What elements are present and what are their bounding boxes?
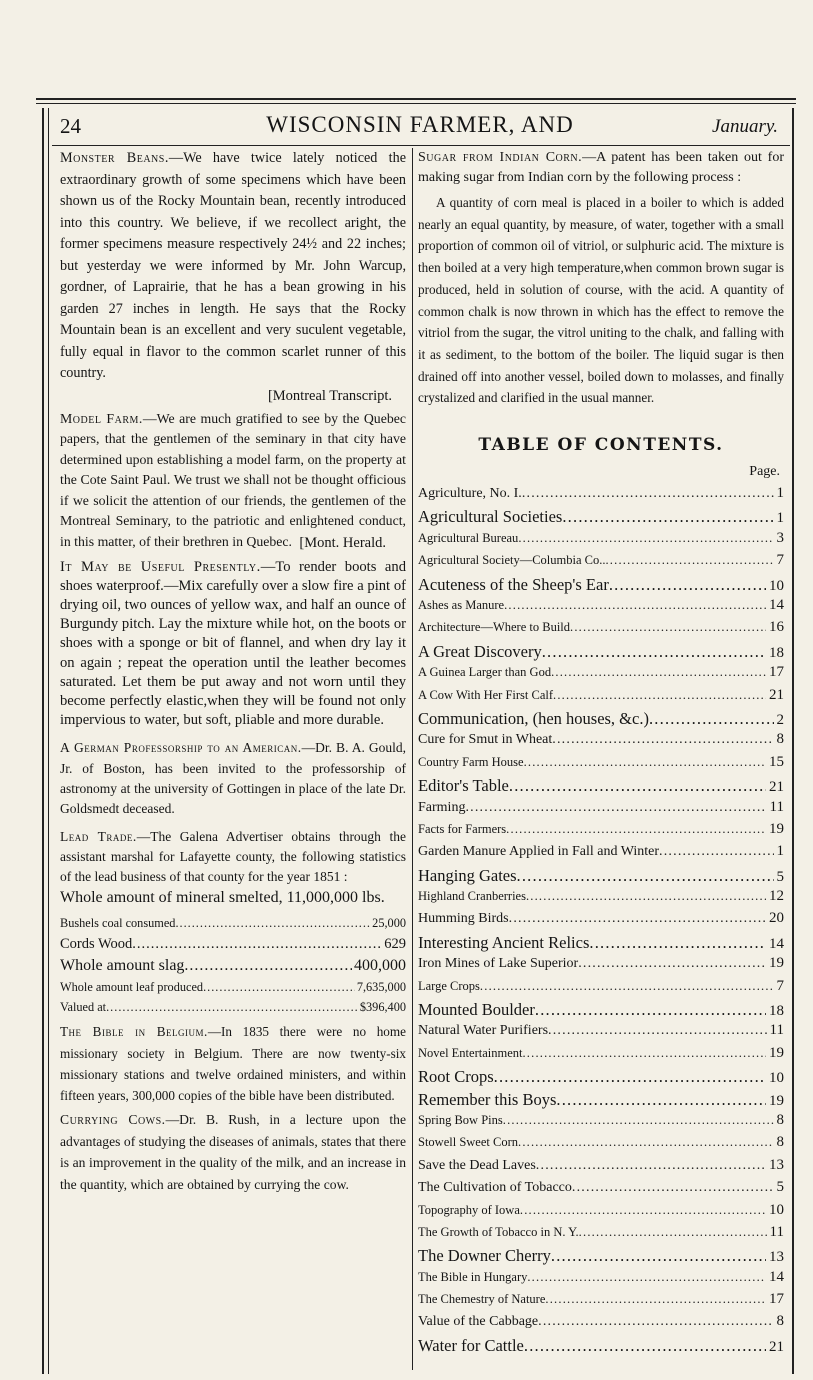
column-divider (412, 148, 413, 1370)
toc-leader-dots (522, 486, 774, 502)
toc-entry (418, 799, 784, 821)
toc-leader-dots (548, 1023, 767, 1039)
article-bible-belgium (60, 1021, 406, 1106)
toc-leader-dots (609, 575, 766, 595)
issue-month: January. (712, 116, 778, 137)
toc-leader-dots (522, 1046, 766, 1061)
article-body: —Dr. B. A. Gould, Jr. of Boston, has been invited to the professorship of astronomy at the university of Gottingen in place of the late Dr. Goldsmedt deceased. (60, 740, 406, 816)
article-body: —Dr. B. Rush, in a lecture upon the advantages of studying the diseases of animals, states that there is an improvement in the quality of the milk, and an increase in the quantity, which are obtained by currying the cow. (60, 1112, 406, 1193)
toc-entry-label: Save the Dead Laves (418, 1157, 536, 1173)
toc-entry-page: 19 (769, 1092, 784, 1109)
toc-entry-label: A Guinea Larger than God (418, 665, 552, 680)
toc-entry (418, 1313, 784, 1335)
toc-entry-page: 10 (769, 1201, 784, 1218)
article-sugar-intro (418, 148, 784, 188)
article-title: Monster Beans. (60, 150, 169, 166)
top-rule-thin (36, 103, 796, 104)
top-rule (36, 98, 796, 100)
article-currying-cows (60, 1109, 406, 1195)
toc-entry (418, 507, 784, 529)
toc-entry-page: 1 (776, 510, 784, 527)
stat-value: 25,000 (372, 916, 406, 931)
toc-leader-dots (480, 979, 774, 994)
toc-entry (418, 1336, 784, 1358)
toc-entry (418, 933, 784, 955)
article-title: The Bible in Belgium. (60, 1024, 208, 1040)
stat-value: 629 (384, 936, 406, 953)
page-header (58, 112, 782, 142)
article-title: It May be Useful Presently. (60, 558, 261, 575)
toc-entry-label: Country Farm House (418, 754, 524, 769)
toc-entry (418, 843, 784, 865)
toc-entry-label: Humming Birds (418, 911, 509, 927)
toc-leader-dots (535, 1000, 766, 1020)
toc-leader-dots (518, 531, 773, 546)
toc-entry-page: 11 (769, 1022, 784, 1039)
toc-leader-dots (494, 1067, 766, 1087)
article-body: —The Galena Advertiser obtains through the assistant marshal for Lafayette county, the following statistics of the lead business of that county for the year 1851 : (60, 828, 407, 885)
right-column (418, 148, 784, 1358)
article-body: —We have twice lately noticed the extraordinary growth of some specimens which have been shown us of the Rocky Mountain bean, recently introduced into this country. We believe, if we recollect aright, the former specimens measure respectively 24½ and 22 inches; but yesterday we were informed by Mr. John Warcup, gordner, of Laprairie, that he has a bean growing in his garden 27 inches in length. He says that the Rocky Mountain bean is an excellent and very suculent vegetable, fully equal in flavor to the common scarlet runner of this country. (60, 150, 406, 381)
stat-label: Whole amount of mineral smelted, (60, 889, 283, 907)
toc-entry-page: 11 (769, 798, 784, 815)
stat-value: 400,000 (354, 957, 406, 975)
toc-title: TABLE OF CONTENTS. (478, 435, 724, 456)
toc-entry-label: Stowell Sweet Corn (418, 1135, 518, 1150)
toc-entry-page: 14 (769, 596, 784, 613)
toc-entry-page: 1 (776, 843, 784, 860)
toc-entry (418, 619, 784, 641)
toc-entry-label: Spring Bow Pins (418, 1112, 503, 1127)
article-german (60, 738, 406, 818)
toc-entry-page: 19 (769, 820, 784, 837)
stat-row (60, 997, 406, 1017)
article-title: Currying Cows. (60, 1112, 166, 1128)
toc-entry-label: Ashes as Manure (418, 597, 505, 612)
toc-entry-page: 19 (769, 955, 784, 972)
header-rule (52, 145, 790, 146)
toc-entry-page: 17 (769, 1291, 784, 1308)
toc-entry-label: Iron Mines of Lake Superior (418, 956, 579, 972)
toc-entry-page: 5 (776, 1179, 784, 1196)
toc-entry (418, 1291, 784, 1313)
toc-entry (418, 485, 784, 507)
toc-entry-page: 10 (769, 577, 784, 594)
toc-leader-dots (520, 1203, 766, 1218)
toc-entry-page: 12 (769, 888, 784, 905)
toc-entry (418, 597, 784, 619)
toc-entry (418, 1157, 784, 1179)
toc-leader-dots (570, 620, 766, 635)
toc-entry (418, 1067, 784, 1089)
toc-entry (418, 664, 784, 686)
page-number: 24 (60, 114, 81, 138)
toc-leader-dots (504, 598, 766, 613)
journal-title: WISCONSIN FARMER, AND (266, 112, 574, 137)
toc-entry-page: 21 (769, 686, 784, 703)
toc-leader-dots (659, 844, 773, 860)
toc-leader-dots (524, 1336, 766, 1356)
toc-leader-dots (649, 709, 774, 729)
toc-entry (418, 888, 784, 910)
toc-list (418, 485, 784, 1358)
toc-entry (418, 821, 784, 843)
toc-entry-page: 2 (776, 711, 784, 728)
article-lead-trade (60, 827, 406, 888)
toc-leader-dots (509, 776, 766, 796)
article-body: —In 1835 there were no home missionary society in Belgium. There are now twenty-six missionary stations and twelve ordained ministers, and within fifteen years, 300,000 copies of the bible have been distributed. (60, 1024, 406, 1104)
toc-entry-label: Value of the Cabbage (418, 1314, 539, 1330)
toc-entry-page: 19 (769, 1044, 784, 1061)
toc-entry-page: 15 (769, 753, 784, 770)
stat-label: Whole amount slag (60, 957, 185, 975)
toc-entry-label: Agricultural Society—Columbia Co.. (418, 553, 606, 568)
toc-entry-label: Cure for Smut in Wheat (418, 732, 553, 748)
article-useful (60, 558, 406, 731)
toc-leader-dots (506, 822, 766, 837)
toc-entry-page: 10 (769, 1070, 784, 1087)
toc-leader-dots (524, 755, 766, 770)
toc-entry (418, 575, 784, 597)
toc-entry (418, 955, 784, 977)
article-sugar-body: A quantity of corn meal is placed in a boiler to which is added nearly an equal quantity, by measure, of water, together with a small proportion of common oil of vitriol, or sulphuric acid. The mixture is then boiled at a very high temperature,when common brown sugar is produced, held in solution of course, with the acid. A quantity of common chalk is now thrown in which has the effect to remove the vitriol from the sugar, the vitrol uniting to the chalk, and falling with it as sediment, to the bottom of the boiler. The liquid sugar is then drained off into another vessel, boiled down to molasses, and finally crystalized and clarified in the usual manner. (418, 195, 784, 406)
stat-value: 7,635,000 (356, 980, 406, 995)
toc-entry-label: Architecture—Where to Build (418, 620, 571, 635)
toc-entry-label: Facts for Farmers (418, 821, 507, 836)
toc-entry-label: Novel Entertainment (418, 1045, 523, 1060)
toc-entry-label: A Great Discovery (418, 641, 542, 661)
lead-statistics (60, 887, 406, 1017)
article-body: —To render boots and shoes waterproof.—Mix carefully over a slow fire a pint of drying oil, two ounces of yellow wax, and half an ounce of Burgundy pitch. Lay the mixture while hot, on the boots or shoes with a sponge or bit of flannel, and when dry lay it on again ; repeat the operation until the leather becomes saturated. Let them be put away and not worn until they become perfectly elastic,when they will be found not only impervious to water, but soft, pliable and more durable. (60, 558, 406, 729)
toc-entry-label: A Cow With Her First Calf (418, 687, 554, 702)
toc-entry-page: 8 (776, 1313, 784, 1330)
toc-entry (418, 1224, 784, 1246)
toc-entry (418, 731, 784, 753)
toc-entry-label: Farming (418, 799, 466, 815)
left-frame-rule (42, 108, 44, 1374)
article-title: Model Farm. (60, 410, 143, 426)
toc-entry-label: Communication, (hen houses, &c.) (418, 708, 649, 728)
toc-entry (418, 709, 784, 731)
stat-label: Valued at (60, 1000, 107, 1015)
toc-entry-label: Editor's Table (418, 776, 509, 796)
toc-entry (418, 910, 784, 932)
toc-entry (418, 1269, 784, 1291)
toc-entry-page: 3 (776, 529, 784, 546)
toc-entry-label: Hanging Gates (418, 865, 517, 885)
article-title: Lead Trade. (60, 828, 137, 844)
toc-leader-dots (553, 688, 766, 703)
toc-entry-label: Agriculture, No. I. (418, 486, 522, 502)
toc-entry (418, 866, 784, 888)
toc-leader-dots (578, 956, 766, 972)
toc-leader-dots (527, 1270, 766, 1285)
toc-entry (418, 552, 784, 574)
toc-entry-label: Agricultural Societies (418, 507, 563, 527)
toc-leader-dots (509, 911, 766, 927)
toc-entry-label: Remember this Boys (418, 1089, 557, 1109)
toc-entry (418, 1090, 784, 1112)
toc-entry-label: Water for Cattle (418, 1335, 524, 1355)
toc-entry (418, 1000, 784, 1022)
stat-label: Whole amount leaf produced (60, 980, 204, 995)
toc-entry (418, 530, 784, 552)
toc-entry-page: 16 (769, 619, 784, 636)
stat-row (60, 933, 406, 955)
toc-leader-dots (503, 1113, 774, 1128)
toc-entry-label: The Bible in Hungary (418, 1269, 528, 1284)
toc-entry-page: 1 (776, 485, 784, 502)
stat-label: Bushels coal consumed (60, 916, 176, 931)
stat-row (60, 887, 406, 909)
stat-row (60, 977, 406, 997)
toc-entry (418, 754, 784, 776)
toc-entry-label: Interesting Ancient Relics (418, 932, 590, 952)
toc-entry (418, 1246, 784, 1268)
stat-value: $396,400 (359, 1000, 406, 1015)
toc-entry-label: Root Crops (418, 1067, 494, 1087)
left-frame-rule-thin (48, 108, 49, 1374)
toc-leader-dots (542, 642, 766, 662)
toc-entry-page: 18 (769, 1003, 784, 1020)
article-source: [Montreal Transcript. (267, 387, 392, 404)
toc-entry-label: The Downer Cherry (418, 1246, 551, 1266)
toc-entry-label: Garden Manure Applied in Fall and Winter (418, 844, 660, 860)
stat-row (60, 955, 406, 977)
toc-entry (418, 1112, 784, 1134)
toc-entry (418, 642, 784, 664)
toc-entry-label: Natural Water Purifiers (418, 1023, 549, 1039)
toc-entry (418, 1179, 784, 1201)
toc-entry-label: Agricultural Bureau (418, 530, 519, 545)
toc-page-heading: Page. (749, 464, 780, 480)
toc-entry-page: 21 (769, 779, 784, 796)
toc-entry (418, 687, 784, 709)
toc-entry-page: 17 (769, 664, 784, 681)
toc-leader-dots (517, 866, 774, 886)
toc-leader-dots (589, 933, 766, 953)
toc-entry-label: The Growth of Tobacco in N. Y. (418, 1224, 579, 1239)
toc-entry-label: Large Crops (418, 978, 480, 993)
stat-value: 11,000,000 lbs. (286, 889, 385, 907)
toc-entry-page: 13 (769, 1156, 784, 1173)
toc-entry (418, 1022, 784, 1044)
left-column (60, 148, 406, 1196)
article-monster-beans (60, 148, 406, 385)
toc-entry-label: Highland Cranberries (418, 889, 526, 904)
article-title: A German Professorship to an American. (60, 740, 302, 756)
toc-entry-page: 21 (769, 1338, 784, 1355)
article-body: —We are much gratified to see by the Quebec papers, that the gentlemen of the seminary in that city have determined upon establishing a model farm, on the property at the Cote Saint Paul. We trust we shall not be thought officious if we solicit the attention of our friends, the gentlemen of the Montreal Seminary, to the patriotic and enlightened conduct, in this matter, of their brethren in Quebec. (60, 410, 406, 550)
toc-leader-dots (545, 1292, 766, 1307)
toc-leader-dots (579, 1225, 767, 1240)
toc-entry-label: The Cultivation of Tobacco (418, 1180, 572, 1196)
toc-entry (418, 1202, 784, 1224)
toc-entry (418, 776, 784, 798)
toc-leader-dots (572, 1180, 774, 1196)
right-frame-rule (792, 108, 794, 1374)
toc-entry-page: 5 (776, 868, 784, 885)
toc-leader-dots (518, 1135, 774, 1150)
toc-leader-dots (552, 732, 773, 748)
toc-entry-label: Topography of Iowa (418, 1202, 520, 1217)
toc-leader-dots (526, 889, 766, 904)
stat-label: Cords Wood (60, 936, 133, 953)
toc-entry-page: 8 (776, 1134, 784, 1151)
toc-entry-label: Mounted Boulder (418, 1000, 535, 1020)
toc-entry-label: The Chemestry of Nature (418, 1292, 546, 1307)
toc-leader-dots (538, 1314, 773, 1330)
toc-entry-page: 18 (769, 644, 784, 661)
toc-leader-dots (551, 1246, 766, 1266)
toc-leader-dots (551, 665, 766, 680)
toc-entry-page: 8 (776, 731, 784, 748)
toc-leader-dots (536, 1158, 766, 1174)
toc-entry-page: 8 (776, 1111, 784, 1128)
toc-entry-label: Acuteness of the Sheep's Ear (418, 574, 609, 594)
toc-leader-dots (562, 507, 773, 527)
toc-entry-page: 11 (769, 1223, 784, 1240)
toc-entry (418, 1134, 784, 1156)
toc-leader-dots (465, 800, 766, 816)
toc-entry-page: 20 (769, 910, 784, 927)
article-body: —A patent has been taken out for making sugar from Indian corn by the following process : (418, 150, 784, 185)
toc-entry-page: 7 (776, 977, 784, 994)
toc-leader-dots (605, 553, 773, 568)
toc-entry-page: 14 (769, 1268, 784, 1285)
toc-leader-dots (556, 1090, 766, 1110)
toc-entry-page: 13 (769, 1249, 784, 1266)
article-source: [Mont. Herald. (299, 534, 386, 551)
article-title: Sugar from Indian Corn. (418, 150, 583, 165)
stat-row (60, 913, 406, 933)
toc-entry (418, 978, 784, 1000)
toc-entry (418, 1045, 784, 1067)
toc-entry-page: 14 (769, 935, 784, 952)
toc-entry-page: 7 (776, 552, 784, 569)
